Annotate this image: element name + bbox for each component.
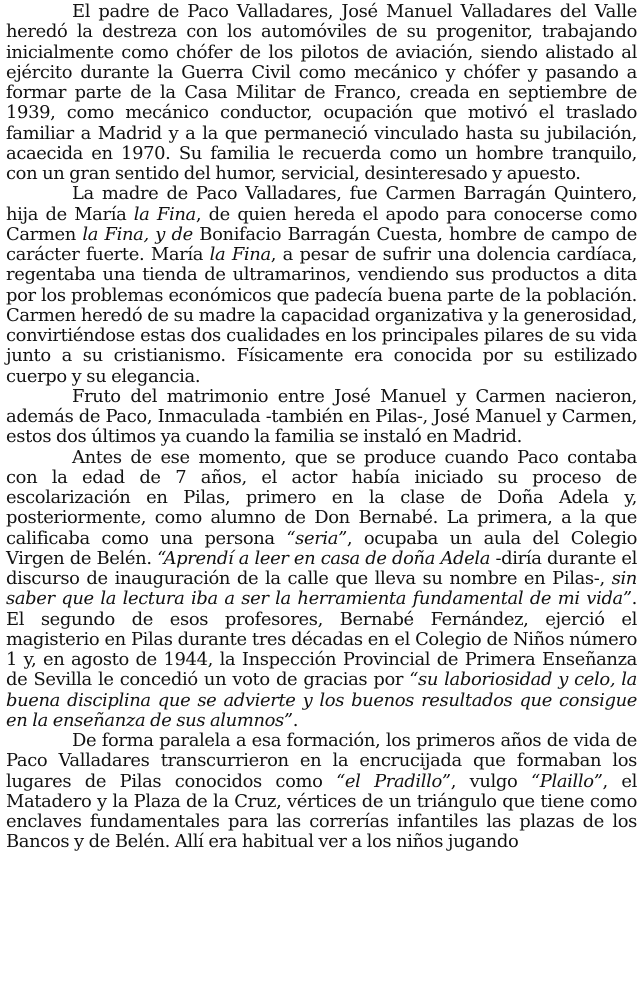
italic-span: la Fina: [209, 244, 271, 265]
text-span: El padre de Paco Valladares, José Manuel Valladares del Valle heredó la destreza con los automóviles de su progenitor, trabajando inicialmente como chófer de los pilotos de aviación, siendo alistado al ejército durante la Guerra Civil como mecánico y chófer y pasando a formar parte de la Casa Militar de Franco, creada en septiembre de 1939, como mecánico conductor, ocupación que motivó el traslado familiar a Madrid y a la que permaneció vinculado hasta su jubilación, acaecida en 1970. Su familia le recuerda como un hombre tranquilo, con un gran sentido del humor, servicial, desinteresado y apuesto.: [6, 1, 637, 184]
paragraph-schooling: [6, 448, 637, 732]
italic-span: “Plaillo”: [530, 770, 603, 792]
paragraph-mother: [6, 184, 637, 387]
text-span: Bonifacio Barragán Cuesta, hombre de campo de carácter fuerte. María: [6, 223, 637, 265]
italic-span: la Fina: [133, 203, 196, 225]
text-span: , vulgo: [450, 770, 531, 792]
text-span: . El segundo de esos profesores, Bernabé Fernández, ejerció el magisterio en Pilas durante tres décadas en el Colegio de Niños número 1 y, en agosto de 1944, la Inspección Provincial de Primera Enseñanza de Sevilla le concedió un voto de gracias por: [6, 588, 637, 691]
text-span: , de quien hereda el apodo para conocerse como Carmen: [6, 203, 637, 245]
document-page: [6, 2, 637, 853]
paragraph-childhood: [6, 731, 637, 853]
italic-span: “seria”: [286, 527, 347, 549]
italic-span: la Fina, y de: [82, 223, 193, 245]
text-span: Fruto del matrimonio entre José Manuel y Carmen nacieron, además de Paco, Inmaculada -también en Pilas-, José Manuel y Carmen, estos dos últimos ya cuando la familia se instaló en Madrid.: [6, 385, 637, 448]
italic-span: “Aprendí a leer en casa de doña Adela: [157, 547, 491, 569]
text-span: -diría durante el discurso de inauguración de la calle que lleva su nombre en Pilas-,: [6, 547, 638, 589]
text-span: Antes de ese momento, que se produce cuando Paco contaba con la edad de 7 años, el actor había iniciado su proceso de escolarización en Pilas, primero en la clase de Doña Adela y, posteriormente, como alumno de Don Bernabé. La primera, a la que calificaba como una persona: [6, 446, 637, 549]
text-span: , ocupaba un aula del Colegio Virgen de Belén.: [6, 527, 637, 569]
italic-span: sin saber que la lectura iba a ser la herramienta fundamental de mi vida”: [6, 568, 637, 610]
text-span: De forma paralela a esa formación, los primeros años de vida de Paco Valladares transcurrieron en la encrucijada que formaban los lugares de Pilas conocidos como: [6, 730, 637, 792]
paragraph-siblings: [6, 387, 637, 448]
italic-span: “su laboriosidad y celo, la buena disciplina que se advierte y los buenos resultados que consigue en la enseñanza de sus alumnos”: [6, 669, 637, 731]
text-span: , el Matadero y la Plaza de la Cruz, vértices de un triángulo que tiene como enclaves fundamentales para las correrías infantiles las plazas de los Bancos y de Belén. Allí era habitual ver a los niños jugando: [6, 770, 637, 853]
paragraph-father: [6, 2, 637, 184]
italic-span: “el Pradillo”: [336, 770, 451, 792]
text-span: .: [292, 709, 299, 731]
text-span: La madre de Paco Valladares, fue Carmen Barragán Quintero, hija de María: [6, 183, 637, 225]
text-span: , a pesar de sufrir una dolencia cardíaca, regentaba una tienda de ultramarinos, vendiendo sus productos a dita por los problemas económicos que padecía buena parte de la población. Carmen heredó de su madre la capacidad organizativa y la generosidad, convirtiéndose estas dos cualidades en los principales pilares de su vida junto a su cristianismo. Físicamente era conocida por su estilizado cuerpo y su elegancia.: [6, 244, 637, 387]
